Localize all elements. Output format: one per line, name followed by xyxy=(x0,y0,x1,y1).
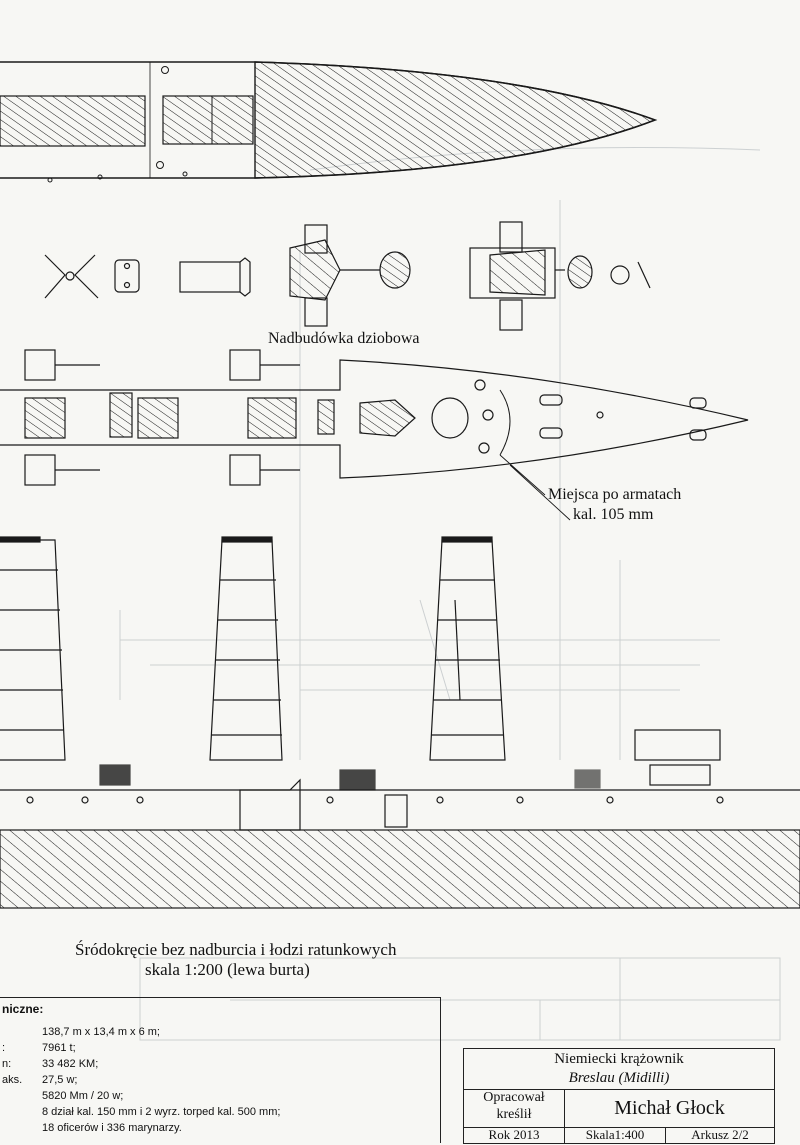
spec-row xyxy=(0,1026,440,1041)
label-skala-200: skala 1:200 (lewa burta) xyxy=(145,960,310,979)
midship-elevation xyxy=(0,537,800,908)
ship-name: Breslau (Midilli) xyxy=(568,1070,670,1086)
deck-plan-bow xyxy=(0,62,655,182)
sheet-cell: Arkusz 2/2 xyxy=(691,1127,749,1142)
detail-drawings xyxy=(45,222,650,330)
label-srodokrecie: Śródokręcie bez nadburcia i łodzi ratunkowych xyxy=(75,940,397,959)
ship-type: Niemiecki krążownik xyxy=(554,1051,684,1067)
spec-row xyxy=(0,1042,440,1057)
spec-row xyxy=(0,1058,440,1073)
spec-value: 7961 t; xyxy=(42,1042,76,1054)
label-nadbudowka-dziobowa: Nadbudówka dziobowa xyxy=(268,330,420,347)
spec-value: 138,7 m x 13,4 m x 6 m; xyxy=(42,1026,160,1038)
spec-row xyxy=(0,1090,440,1105)
spec-value: 27,5 w; xyxy=(42,1074,78,1086)
opracowal-label: Opracował xyxy=(483,1090,545,1105)
label-kaliber-105: kal. 105 mm xyxy=(573,506,654,523)
spec-key: aks. xyxy=(2,1074,23,1086)
spec-key: : xyxy=(2,1042,6,1054)
spec-value: 8 dział kal. 150 mm i 2 wyrz. torped kal. 500 mm; xyxy=(42,1106,281,1118)
drafted-by-label xyxy=(464,1089,565,1128)
spec-value: 33 482 KM; xyxy=(42,1058,99,1070)
kreslil-label: kreślił xyxy=(496,1107,532,1122)
author-name: Michał Głock xyxy=(565,1089,774,1128)
specifications-table xyxy=(0,997,441,1143)
spec-key: n: xyxy=(2,1058,12,1070)
title-block-heading xyxy=(464,1049,774,1090)
spec-value: 18 oficerów i 336 marynarzy. xyxy=(42,1122,182,1134)
label-miejsca-po-armatach: Miejsca po armatach xyxy=(548,486,682,503)
title-block xyxy=(463,1048,775,1144)
specs-heading: niczne: xyxy=(2,1002,44,1016)
year-cell: Rok 2013 xyxy=(464,1127,565,1143)
spec-row xyxy=(0,1122,440,1137)
spec-value: 5820 Mm / 20 w; xyxy=(42,1090,124,1102)
spec-row xyxy=(0,1106,440,1121)
scale-cell: Skala1:400 xyxy=(565,1127,666,1143)
spec-row xyxy=(0,1074,440,1089)
